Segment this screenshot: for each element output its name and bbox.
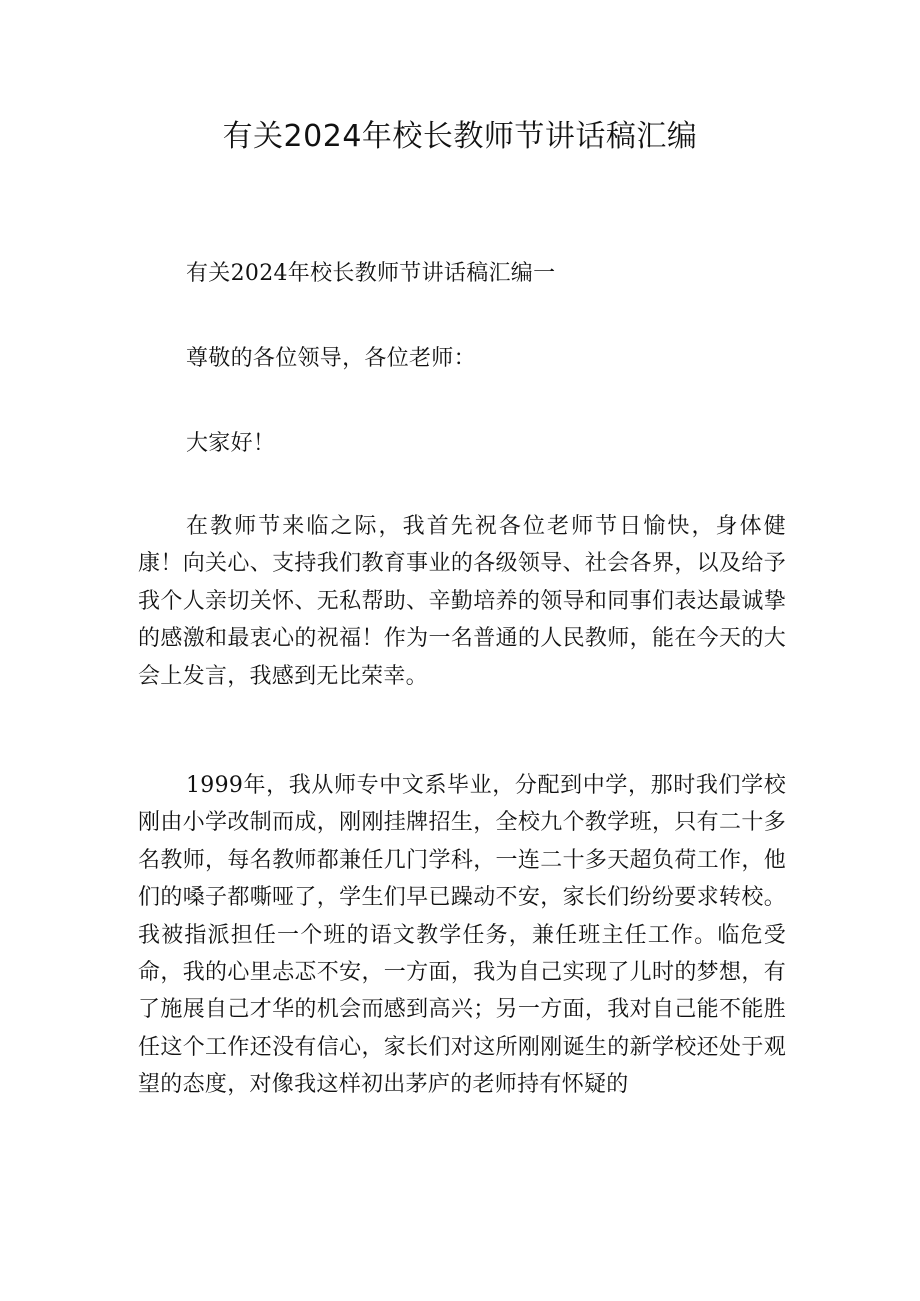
salutation: 尊敬的各位领导，各位老师： <box>186 346 476 371</box>
document-title: 有关2024年校长教师节讲话稿汇编 <box>222 119 698 154</box>
body-paragraph: 在教师节来临之际，我首先祝各位老师节日愉快，身体健康！向关心、支持我们教育事业的各级领导、社会各界，以及给予我个人亲切关怀、无私帮助、辛勤培养的领导和同事们表达最诚挚的感激和最衷心的祝福！作为一名普通的人民教师，能在今天的大会上发言，我感到无比荣幸。 <box>138 514 786 689</box>
greeting: 大家好！ <box>186 431 276 456</box>
body-paragraph: 1999年，我从师专中文系毕业，分配到中学，那时我们学校刚由小学改制而成，刚刚挂牌招生，全校九个教学班，只有二十多名教师，每名教师都兼任几门学科，一连二十多天超负荷工作，他们的嗓子都嘶哑了，学生们早已躁动不安，家长们纷纷要求转校。我被指派担任一个班的语文教学任务，兼任班主任工作。临危受命，我的心里忐忑不安，一方面，我为自己实现了儿时的梦想，有了施展自己才华的机会而感到高兴；另一方面，我对自己能不能胜任这个工作还没有信心，家长们对这所刚刚诞生的新学校还处于观望的态度，对像我这样初出茅庐的老师持有怀疑的 <box>138 773 786 1098</box>
section-heading: 有关2024年校长教师节讲话稿汇编一 <box>186 261 556 286</box>
